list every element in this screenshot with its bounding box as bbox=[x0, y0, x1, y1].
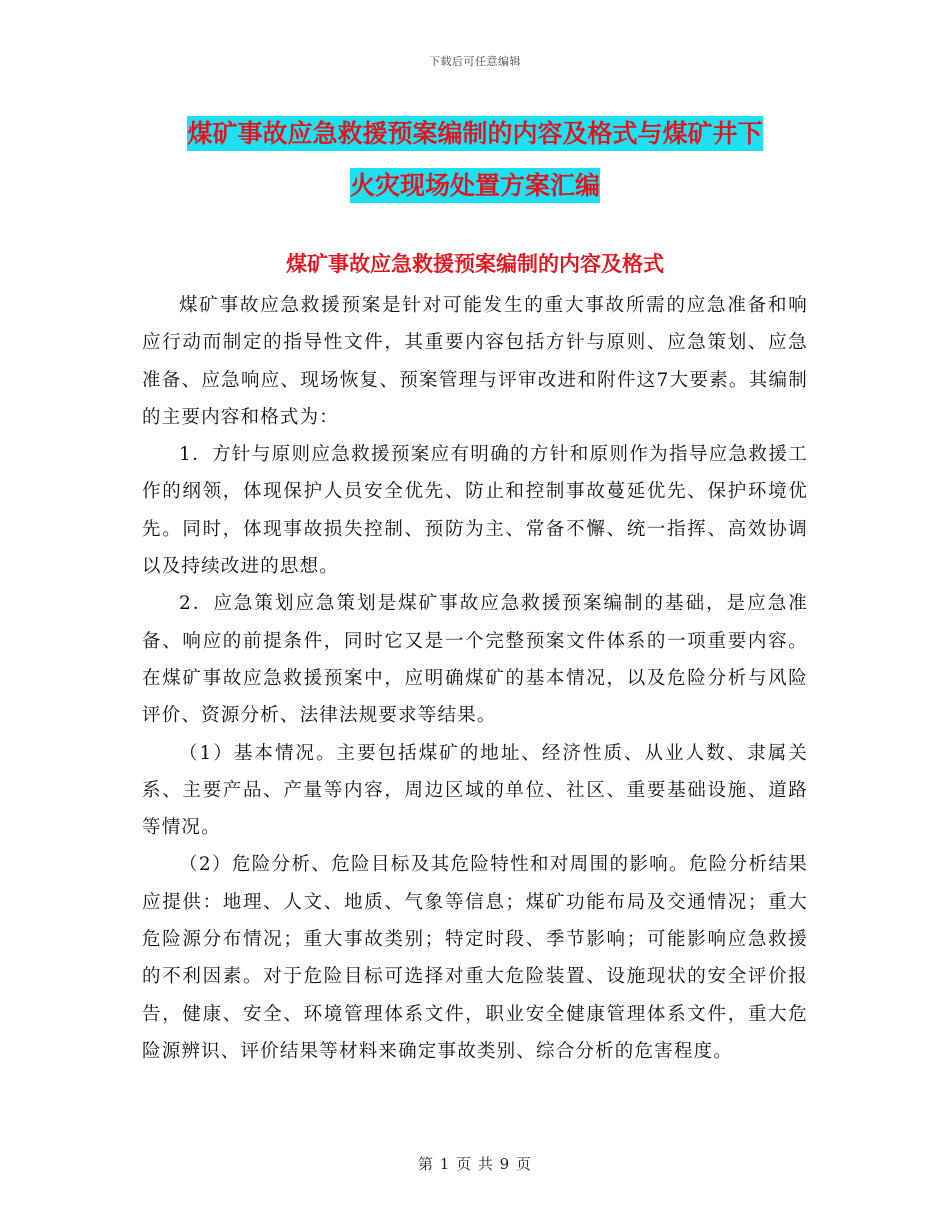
paragraph-basic-info: （1）基本情况。主要包括煤矿的地址、经济性质、从业人数、隶属关系、主要产品、产量等内容，周边区域的单位、社区、重要基础设施、道路等情况。 bbox=[142, 742, 808, 839]
paragraph-principles: 1．方针与原则应急救援预案应有明确的方针和原则作为指导应急救援工作的纲领，体现保护人员安全优先、防止和控制事故蔓延优先、保护环境优先。同时，体现事故损失控制、预防为主、常备不懈、统一指挥、高效协调以及持续改进的思想。 bbox=[142, 444, 808, 578]
document-title-line-2: 火灾现场处置方案汇编 bbox=[350, 168, 600, 203]
paragraph-hazard-analysis: （2）危险分析、危险目标及其危险特性和对周围的影响。危险分析结果应提供：地理、人文、地质、气象等信息；煤矿功能布局及交通情况；重大危险源分布情况；重大事故类别；特定时段、季节影响；可能影响应急救援的不利因素。对于危险目标可选择对重大危险装置、设施现状的安全评价报告，健康、安全、环境管理体系文件，职业安全健康管理体系文件，重大危险源辨识、评价结果等材料来确定事故类别、综合分析的危害程度。 bbox=[142, 854, 808, 1062]
document-title-line-1: 煤矿事故应急救援预案编制的内容及格式与煤矿井下 bbox=[187, 116, 762, 151]
paragraph-planning: 2．应急策划应急策划是煤矿事故应急救援预案编制的基础，是应急准备、响应的前提条件，同时它又是一个完整预案文件体系的一项重要内容。在煤矿事故应急救援预案中，应明确煤矿的基本情况，以及危险分析与风险评价、资源分析、法律法规要求等结果。 bbox=[142, 593, 808, 727]
paragraph-intro: 煤矿事故应急救援预案是针对可能发生的重大事故所需的应急准备和响应行动而制定的指导性文件，其重要内容包括方针与原则、应急策划、应急准备、应急响应、现场恢复、预案管理与评审改进和附件这7大要素。其编制的主要内容和格式为： bbox=[142, 295, 808, 428]
document-title bbox=[150, 108, 800, 212]
header-note: 下载后可任意编辑 bbox=[429, 55, 521, 68]
body-text bbox=[142, 287, 808, 1070]
section-title: 煤矿事故应急救援预案编制的内容及格式 bbox=[286, 252, 664, 276]
page-footer: 第 1 页 共 9 页 bbox=[418, 1155, 532, 1173]
